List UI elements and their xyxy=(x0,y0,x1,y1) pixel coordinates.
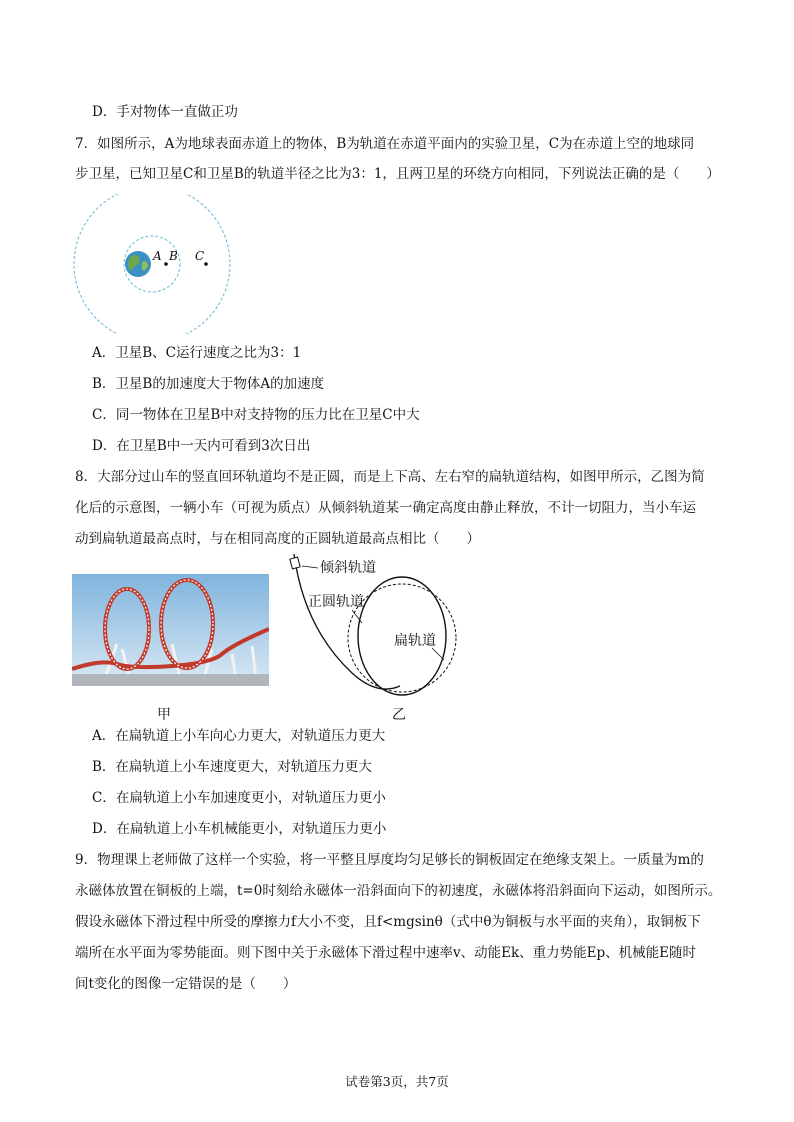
q7-option-c: C．同一物体在卫星B中对支持物的压力比在卫星C中大 xyxy=(92,407,420,423)
label-incline: 倾斜轨道 xyxy=(320,560,376,576)
label-c: C xyxy=(195,249,205,263)
q8-stem-line3: 动到扁轨道最高点时，与在相同高度的正圆轨道最高点相比（ ） xyxy=(75,531,480,547)
q9-line3: 假设永磁体下滑过程中所受的摩擦力f大小不变，且f<mgsinθ（式中θ为铜板与水平面的夹角），取铜板下 xyxy=(75,914,701,930)
cart-icon xyxy=(290,557,300,569)
earth-icon xyxy=(125,251,151,277)
label-a: A xyxy=(153,249,162,263)
label-circle: 正圆轨道 xyxy=(308,594,364,610)
q8-option-c: C．在扁轨道上小车加速度更小，对轨道压力更小 xyxy=(92,790,386,806)
q7-option-b: B．卫星B的加速度大于物体A的加速度 xyxy=(92,376,325,392)
label-flat: 扁轨道 xyxy=(394,633,436,649)
q7-option-d: D．在卫星B中一天内可看到3次日出 xyxy=(92,438,311,454)
q9-line5: 间t变化的图像一定错误的是（ ） xyxy=(75,976,297,992)
q7-option-a: A．卫星B、C运行速度之比为3：1 xyxy=(92,345,302,361)
q8-option-b: B．在扁轨道上小车速度更大，对轨道压力更大 xyxy=(92,759,372,775)
q9-line4: 端所在水平面为零势能面。则下图中关于永磁体下滑过程中速率v、动能Ek、重力势能Ep、机械能E随时 xyxy=(75,945,697,961)
q6-option-d: D．手对物体一直做正功 xyxy=(92,104,238,120)
q8-stem-line2: 化后的示意图，一辆小车（可视为质点）从倾斜轨道某一确定高度由静止释放，不计一切阻力，当小车运 xyxy=(75,500,696,516)
q7-stem-line1: 7．如图所示，A为地球表面赤道上的物体，B为轨道在赤道平面内的实验卫星，C为在赤道上空的地球同 xyxy=(75,136,695,152)
caption-yi: 乙 xyxy=(392,707,406,723)
caption-jia: 甲 xyxy=(157,707,171,723)
q8-option-a: A．在扁轨道上小车向心力更大，对轨道压力更大 xyxy=(92,728,386,744)
q7-stem-line2: 步卫星，已知卫星C和卫星B的轨道半径之比为3：1，且两卫星的环绕方向相同，下列说法正确的是（ ） xyxy=(75,166,720,182)
q9-line1: 9．物理课上老师做了这样一个实验，将一平整且厚度均匀足够长的铜板固定在绝缘支架上。一质量为m的 xyxy=(75,852,704,868)
q7-orbit-diagram xyxy=(72,194,242,334)
track-schematic xyxy=(282,548,482,698)
label-b: B xyxy=(169,249,178,263)
q8-option-d: D．在扁轨道上小车机械能更小，对轨道压力更小 xyxy=(92,821,387,837)
satellite-b-dot xyxy=(164,262,168,266)
satellite-c-dot xyxy=(204,262,208,266)
page-footer: 试卷第3页，共7页 xyxy=(345,1074,449,1089)
roller-coaster-photo xyxy=(72,574,269,686)
q8-stem-line1: 8．大部分过山车的竖直回环轨道均不是正圆，而是上下高、左右窄的扁轨道结构，如图甲所示，乙图为简 xyxy=(75,469,705,485)
q9-line2: 永磁体放置在铜板的上端，t=0时刻给永磁体一沿斜面向下的初速度，永磁体将沿斜面向下运动，如图所示。 xyxy=(75,883,722,899)
